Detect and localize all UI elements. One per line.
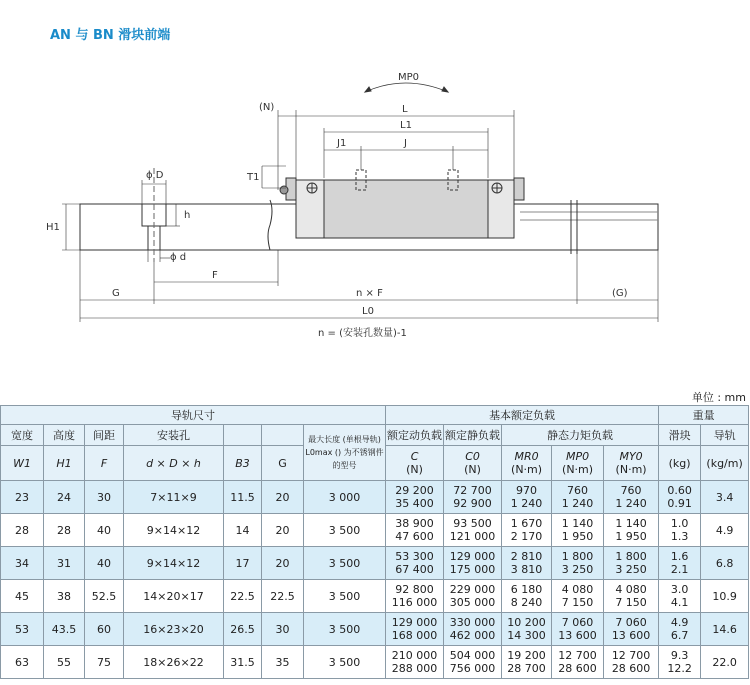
table-row — [1, 613, 749, 646]
cell-my — [604, 613, 659, 646]
cell-g: 22.5 — [262, 580, 304, 613]
cell-c — [386, 514, 444, 547]
cell-c0-line: 330 000 — [449, 616, 496, 629]
cell-mp-line: 4 080 — [561, 583, 594, 596]
sym-kg: (kg) — [659, 446, 701, 481]
cell-h1: 38 — [44, 580, 85, 613]
group-rail-dims: 导轨尺寸 — [1, 406, 386, 425]
cell-c0-line: 121 000 — [449, 530, 496, 543]
cell-mr — [502, 646, 552, 679]
cell-my-line: 7 060 — [615, 616, 647, 629]
cell-b3: 14 — [224, 514, 262, 547]
table-body — [1, 481, 749, 679]
cell-h1: 28 — [44, 514, 85, 547]
hdr-pitch: 间距 — [85, 425, 124, 446]
cell-hole: 7×11×9 — [124, 481, 224, 514]
cell-mr-line: 1 670 — [510, 517, 543, 530]
cell-c0-line: 175 000 — [449, 563, 496, 576]
cell-my-line: 13 600 — [611, 629, 651, 642]
cell-c0-line: 504 000 — [449, 649, 496, 662]
cell-mp-line: 1 800 — [561, 550, 594, 563]
cell-c-line: 67 400 — [395, 563, 434, 576]
cell-c-line: 53 300 — [395, 550, 434, 563]
group-basic-load: 基本额定负载 — [386, 406, 659, 425]
cell-wr: 6.8 — [701, 547, 749, 580]
hdr-rail: 导轨 — [701, 425, 749, 446]
cell-hole: 14×20×17 — [124, 580, 224, 613]
cell-b3: 11.5 — [224, 481, 262, 514]
cell-c — [386, 613, 444, 646]
cell-mp — [552, 613, 604, 646]
cell-w1: 23 — [1, 481, 44, 514]
label-J: J — [404, 138, 407, 149]
cell-my — [604, 646, 659, 679]
label-G-paren: (G) — [612, 288, 628, 299]
cell-c0-line: 93 500 — [453, 517, 492, 530]
cell-my-line: 7 150 — [615, 596, 647, 609]
label-L: L — [402, 104, 408, 115]
cell-wb — [659, 514, 701, 547]
hdr-max-length: 最大长度 (单根导轨) L0max () 为不锈钢件的型号 — [304, 425, 386, 481]
sym-g: G — [262, 446, 304, 481]
cell-c-line: 116 000 — [391, 596, 438, 609]
cell-wb-line: 4.1 — [670, 596, 689, 609]
group-weight: 重量 — [659, 406, 749, 425]
sym-b3: B3 — [224, 446, 262, 481]
cell-wb-line: 4.9 — [670, 616, 689, 629]
cell-mp-line: 1 950 — [561, 530, 594, 543]
table-row — [1, 514, 749, 547]
cell-mr-line: 6 180 — [510, 583, 543, 596]
technical-drawing — [0, 50, 750, 350]
cell-mr-line: 10 200 — [507, 616, 546, 629]
unit-label: 单位 : mm — [691, 391, 746, 404]
cell-c-line: 47 600 — [395, 530, 434, 543]
cell-wr: 14.6 — [701, 613, 749, 646]
cell-wr: 4.9 — [701, 514, 749, 547]
cell-my — [604, 481, 659, 514]
cell-wb — [659, 547, 701, 580]
cell-mr-line: 8 240 — [510, 596, 543, 609]
cell-wb — [659, 481, 701, 514]
sym-c: C (N) — [386, 446, 444, 481]
label-n-paren: (N) — [259, 102, 275, 113]
cell-c — [386, 646, 444, 679]
label-J1: J1 — [337, 138, 347, 149]
cell-lmax: 3 500 — [304, 547, 386, 580]
cell-c-line: 210 000 — [391, 649, 438, 662]
cell-h1: 31 — [44, 547, 85, 580]
cell-c-line: 288 000 — [391, 662, 438, 675]
hdr-static-moment: 静态力矩负载 — [502, 425, 659, 446]
cell-b3: 31.5 — [224, 646, 262, 679]
cell-c0-line: 462 000 — [449, 629, 496, 642]
cell-w1: 34 — [1, 547, 44, 580]
table-row — [1, 580, 749, 613]
cell-my — [604, 580, 659, 613]
hdr-blank-b3 — [224, 425, 262, 446]
sym-w1: W1 — [1, 446, 44, 481]
hdr-block: 滑块 — [659, 425, 701, 446]
cell-c0 — [444, 580, 502, 613]
cell-f: 30 — [85, 481, 124, 514]
sym-c0: C0 (N) — [444, 446, 502, 481]
cell-hole: 9×14×12 — [124, 547, 224, 580]
sym-mr0: MR0 (N·m) — [502, 446, 552, 481]
cell-b3: 26.5 — [224, 613, 262, 646]
cell-my-line: 1 140 — [615, 517, 647, 530]
cell-hole: 18×26×22 — [124, 646, 224, 679]
cell-b3: 17 — [224, 547, 262, 580]
cell-lmax: 3 500 — [304, 580, 386, 613]
cell-my-line: 12 700 — [611, 649, 651, 662]
cell-c-line: 168 000 — [391, 629, 438, 642]
cell-h1: 24 — [44, 481, 85, 514]
label-F: F — [212, 270, 218, 281]
cell-h1: 43.5 — [44, 613, 85, 646]
cell-mp-line: 1 240 — [561, 497, 594, 510]
cell-c0-line: 92 900 — [453, 497, 492, 510]
cell-mr-line: 1 240 — [510, 497, 543, 510]
cell-wr: 3.4 — [701, 481, 749, 514]
cell-mr-line: 28 700 — [507, 662, 546, 675]
cell-mr — [502, 547, 552, 580]
cell-c-line: 92 800 — [395, 583, 434, 596]
hdr-blank-g — [262, 425, 304, 446]
cell-mr-line: 2 810 — [510, 550, 543, 563]
cell-hole: 16×23×20 — [124, 613, 224, 646]
cell-mr-line: 19 200 — [507, 649, 546, 662]
label-nxF: n × F — [356, 288, 383, 299]
cell-g: 20 — [262, 481, 304, 514]
label-G: G — [112, 288, 120, 299]
cell-w1: 63 — [1, 646, 44, 679]
hdr-height: 高度 — [44, 425, 85, 446]
cell-hole: 9×14×12 — [124, 514, 224, 547]
cell-c-line: 29 200 — [395, 484, 434, 497]
cell-wb — [659, 613, 701, 646]
cell-mp-line: 12 700 — [558, 649, 597, 662]
label-phiD: ϕ D — [146, 170, 164, 181]
label-h: h — [184, 210, 191, 221]
cell-c0 — [444, 613, 502, 646]
cell-c0 — [444, 646, 502, 679]
cell-lmax: 3 500 — [304, 613, 386, 646]
table-row — [1, 646, 749, 679]
cell-mr-line: 14 300 — [507, 629, 546, 642]
sym-kgm: (kg/m) — [701, 446, 749, 481]
cell-mr-line: 3 810 — [510, 563, 543, 576]
spec-table — [0, 405, 749, 679]
cell-lmax: 3 500 — [304, 646, 386, 679]
cell-b3: 22.5 — [224, 580, 262, 613]
cell-my-line: 28 600 — [611, 662, 651, 675]
cell-wb-line: 1.6 — [670, 550, 689, 563]
cell-my-line: 1 950 — [615, 530, 647, 543]
cell-lmax: 3 000 — [304, 481, 386, 514]
cell-w1: 53 — [1, 613, 44, 646]
cell-c0-line: 305 000 — [449, 596, 496, 609]
cell-mp — [552, 481, 604, 514]
cell-my-line: 760 — [620, 484, 642, 497]
cell-c0-line: 129 000 — [449, 550, 496, 563]
cell-c-line: 38 900 — [395, 517, 434, 530]
table-row — [1, 547, 749, 580]
sym-my0: MY0 (N·m) — [604, 446, 659, 481]
cell-mr-line: 2 170 — [510, 530, 543, 543]
cell-wb-line: 1.3 — [670, 530, 689, 543]
cell-c0 — [444, 547, 502, 580]
cell-lmax: 3 500 — [304, 514, 386, 547]
cell-mp-line: 7 150 — [561, 596, 594, 609]
cell-wb-line: 12.2 — [667, 662, 692, 675]
label-L0: L0 — [362, 306, 374, 317]
page-title: AN 与 BN 滑块前端 — [50, 28, 171, 43]
cell-mp-line: 3 250 — [561, 563, 594, 576]
hdr-width: 宽度 — [1, 425, 44, 446]
cell-c — [386, 481, 444, 514]
cell-wb-line: 2.1 — [670, 563, 689, 576]
cell-wb-line: 0.91 — [667, 497, 692, 510]
cell-f: 52.5 — [85, 580, 124, 613]
cell-mr — [502, 580, 552, 613]
cell-w1: 45 — [1, 580, 44, 613]
cell-wb-line: 6.7 — [670, 629, 689, 642]
cell-my-line: 1 800 — [615, 550, 647, 563]
cell-wb-line: 1.0 — [670, 517, 689, 530]
cell-c0-line: 756 000 — [449, 662, 496, 675]
cell-f: 40 — [85, 514, 124, 547]
sym-dDh: d × D × h — [124, 446, 224, 481]
cell-mr-line: 970 — [516, 484, 538, 497]
label-phid: ϕ d — [170, 252, 187, 263]
cell-my-line: 1 240 — [615, 497, 647, 510]
cell-c0 — [444, 514, 502, 547]
cell-my — [604, 514, 659, 547]
cell-mp-line: 7 060 — [561, 616, 594, 629]
cell-c — [386, 580, 444, 613]
cell-mp-line: 760 — [567, 484, 589, 497]
cell-mr — [502, 514, 552, 547]
cell-wr: 22.0 — [701, 646, 749, 679]
cell-c — [386, 547, 444, 580]
cell-my — [604, 547, 659, 580]
cell-mp — [552, 646, 604, 679]
cell-wb — [659, 580, 701, 613]
cell-mp-line: 1 140 — [561, 517, 594, 530]
cell-wb-line: 9.3 — [670, 649, 689, 662]
cell-wb-line: 0.60 — [667, 484, 692, 497]
cell-mp-line: 28 600 — [558, 662, 597, 675]
cell-wb-line: 3.0 — [670, 583, 689, 596]
cell-h1: 55 — [44, 646, 85, 679]
cell-c0 — [444, 481, 502, 514]
label-T1: T1 — [247, 172, 260, 183]
cell-c-line: 129 000 — [391, 616, 438, 629]
cell-mp — [552, 580, 604, 613]
cell-f: 75 — [85, 646, 124, 679]
cell-f: 40 — [85, 547, 124, 580]
label-formula: n = (安装孔数量)-1 — [318, 328, 407, 339]
cell-my-line: 3 250 — [615, 563, 647, 576]
sym-h1: H1 — [44, 446, 85, 481]
sym-f: F — [85, 446, 124, 481]
cell-f: 60 — [85, 613, 124, 646]
hdr-dynamic-load: 额定动负载 — [386, 425, 444, 446]
cell-g: 35 — [262, 646, 304, 679]
cell-wr: 10.9 — [701, 580, 749, 613]
cell-my-line: 4 080 — [615, 583, 647, 596]
table-row — [1, 481, 749, 514]
cell-g: 20 — [262, 547, 304, 580]
cell-mp — [552, 547, 604, 580]
label-L1: L1 — [400, 120, 412, 131]
cell-mr — [502, 481, 552, 514]
cell-c0-line: 229 000 — [449, 583, 496, 596]
hdr-static-load: 额定静负载 — [444, 425, 502, 446]
cell-mp — [552, 514, 604, 547]
cell-c0-line: 72 700 — [453, 484, 492, 497]
hdr-mount-hole: 安装孔 — [124, 425, 224, 446]
label-H1: H1 — [46, 222, 60, 233]
cell-g: 30 — [262, 613, 304, 646]
label-mp0: MP0 — [398, 72, 420, 83]
cell-g: 20 — [262, 514, 304, 547]
cell-wb — [659, 646, 701, 679]
cell-c-line: 35 400 — [395, 497, 434, 510]
cell-w1: 28 — [1, 514, 44, 547]
sym-mp0: MP0 (N·m) — [552, 446, 604, 481]
cell-mp-line: 13 600 — [558, 629, 597, 642]
cell-mr — [502, 613, 552, 646]
